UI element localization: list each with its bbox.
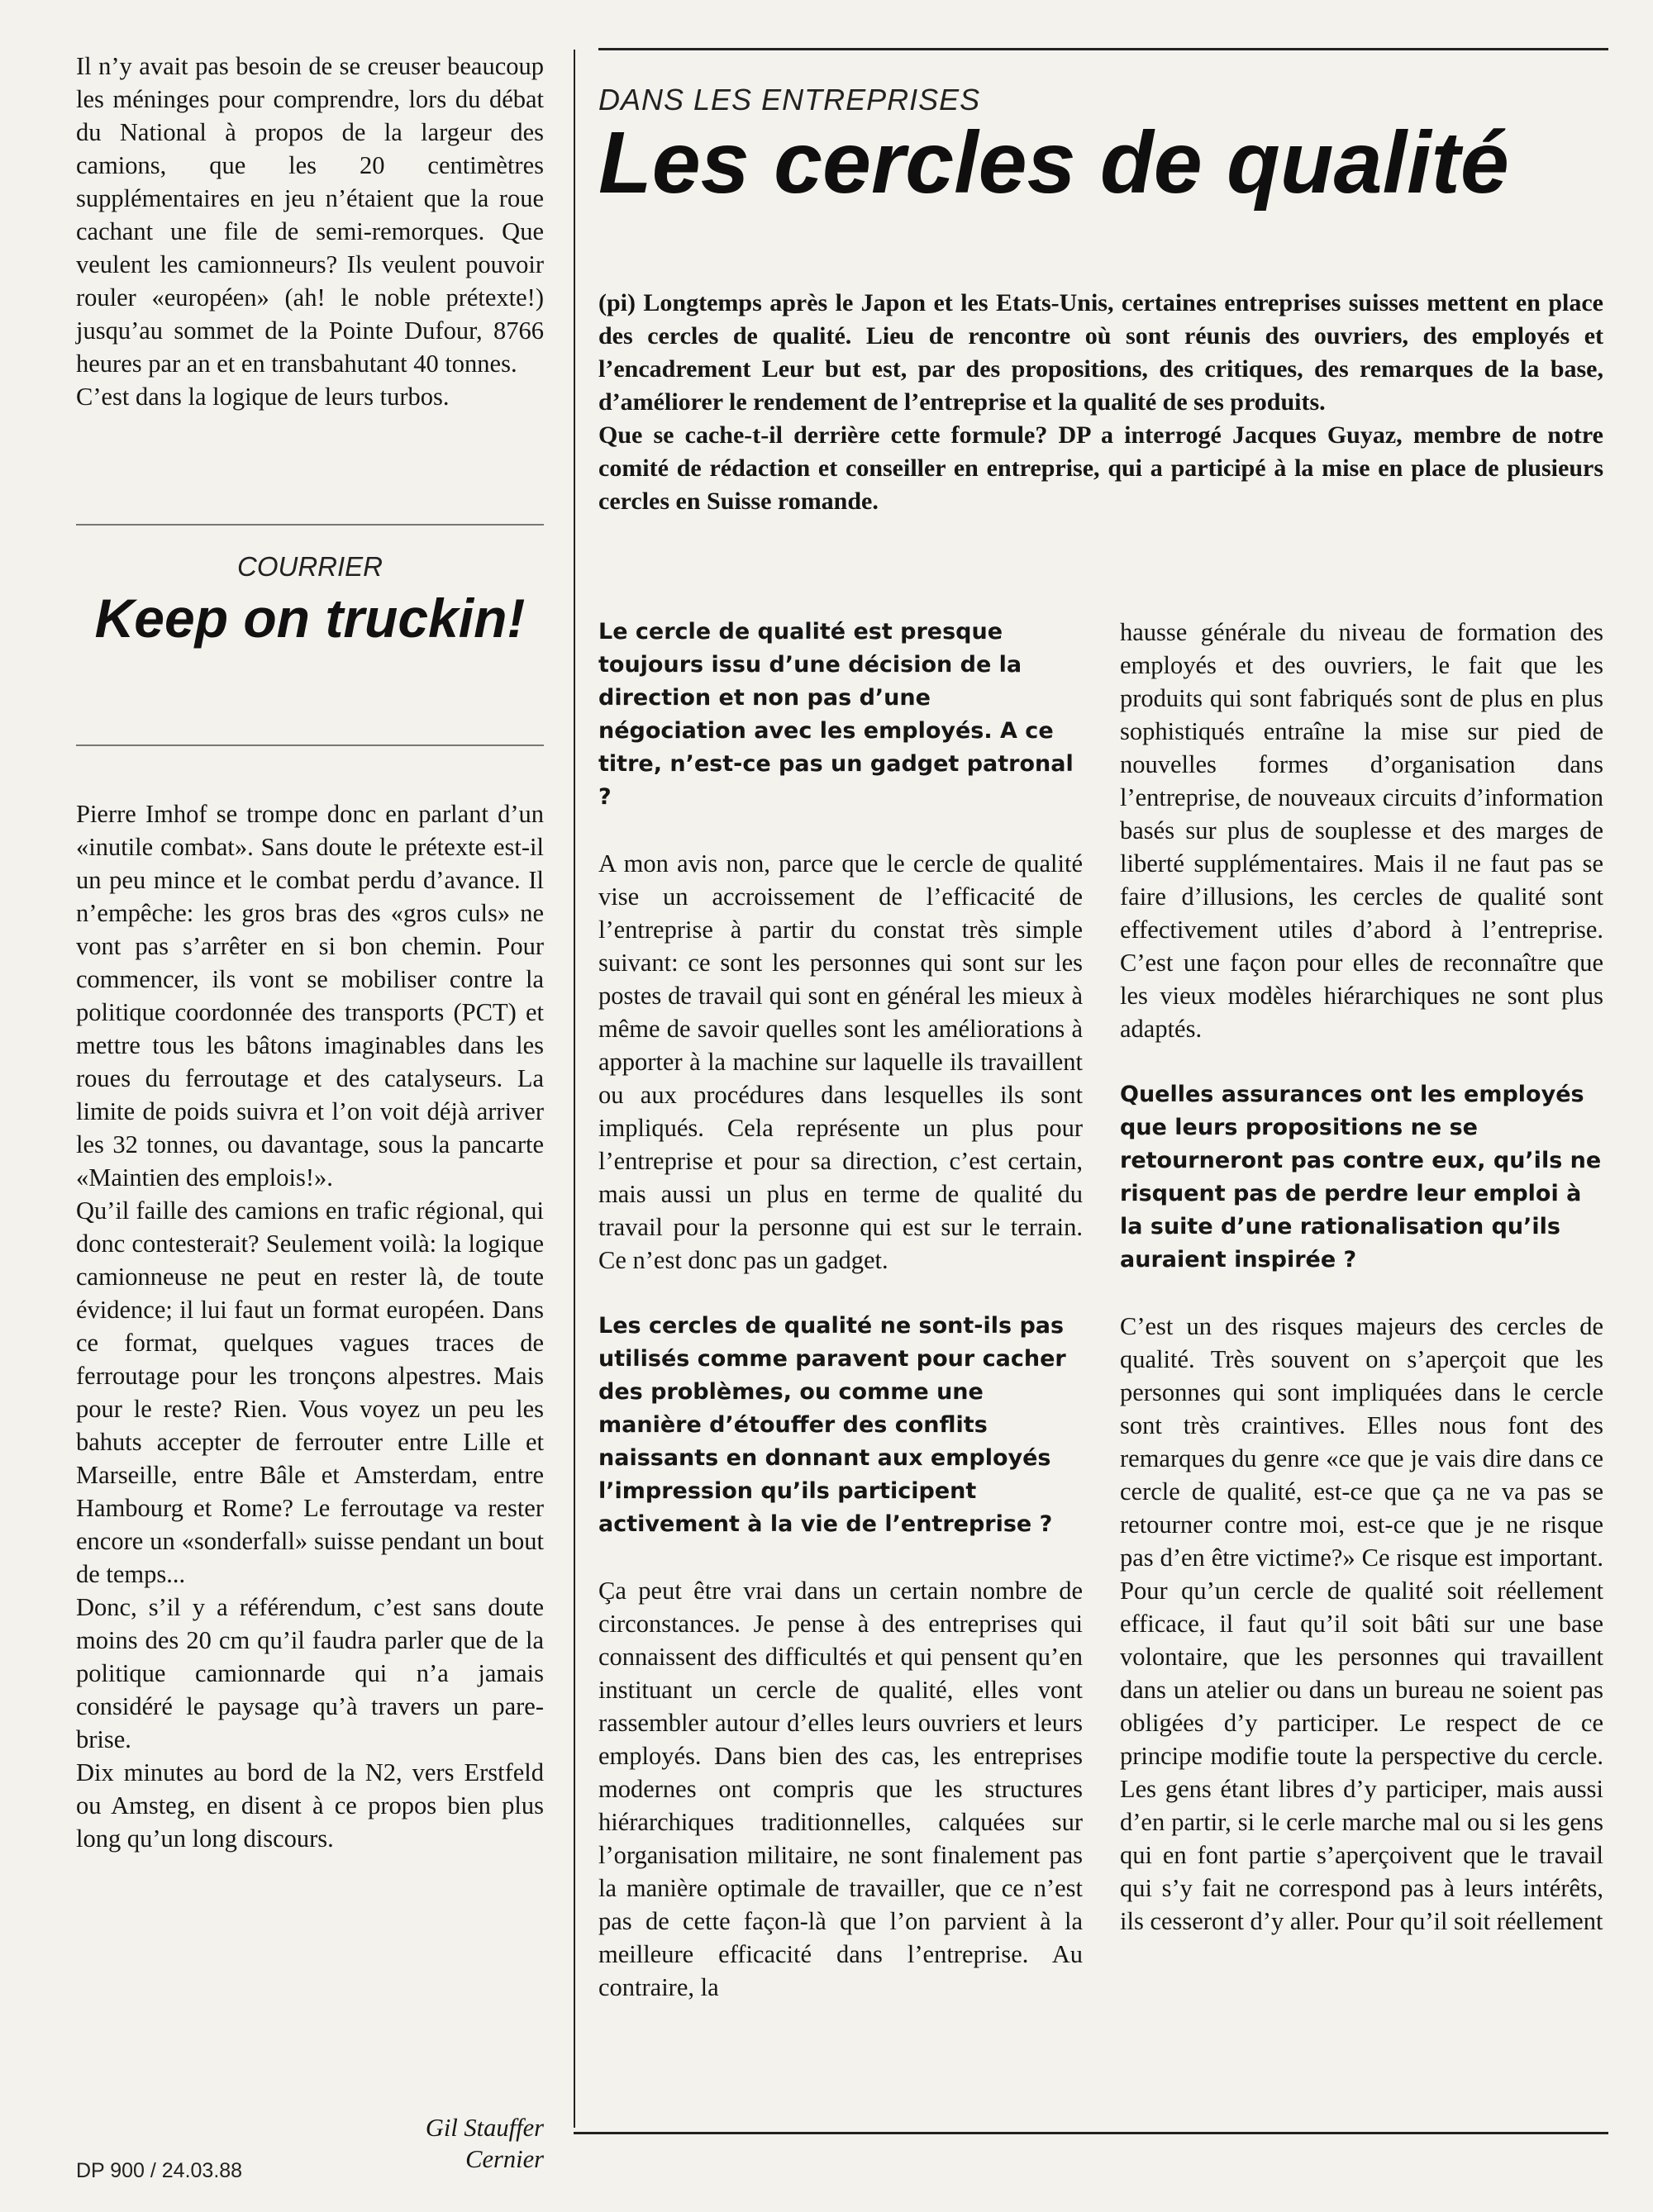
- section-kicker: COURRIER: [236, 551, 383, 582]
- intro-paragraph: Il n’y avait pas besoin de se creuser beaucoup les méninges pour comprendre, lors du débat du National à propos de la largeur des camions, que les 20 centimètres supplémentaires en jeu n’étaient que la roue cachant une file de semi-remorques. Que veulent les camionneurs? Ils veulent pouvoir rouler «européen» (ah! le noble prétexte!) jusqu’au sommet de la Pointe Dufour, 8766 heures par an et en transbahutant 40 tonnes.: [76, 52, 544, 378]
- letter-paragraph: Dix minutes au bord de la N2, vers Erstfeld ou Amsteg, en disent à ce propos bien plus long qu’un long discours.: [76, 1758, 544, 1853]
- letter-paragraph: Pierre Imhof se trompe donc en parlant d’un «inutile combat». Sans doute le prétexte est-il un peu mince et le combat perdu d’avance. Il n’empêche: les gros bras des «gros culs» ne vont pas s’arrêter en si bon chemin. Pour commencer, ils vont se mobiliser contre la politique coordonnée des transports (PCT) et mettre tous les bâtons imaginables dans les roues du ferroutage et des catalyseurs. La limite de poids suivra et l’on voit déjà arriver les 32 tonnes, ou davantage, sous la pancarte «Maintien des emplois!».: [76, 800, 544, 1192]
- lead-paragraph: Que se cache-t-il derrière cette formule? DP a interrogé Jacques Guyaz, membre de notre comité de rédaction et conseiller en entreprise, qui a participé à la mise en place de plusieurs cercles en Suisse romande.: [598, 421, 1603, 515]
- column-separator: [574, 50, 575, 2128]
- intro-column: [76, 50, 544, 413]
- intro-paragraph: C’est dans la logique de leurs turbos.: [76, 383, 450, 411]
- section-divider-top: [76, 524, 544, 526]
- letter-paragraph: Qu’il faille des camions en trafic régional, qui donc contesterait? Seulement voilà: la logique camionneuse ne peut en rester là, de toute évidence; il lui faut un format européen. Dans ce format, quelques vagues traces de ferroutage pour les tronçons alpestres. Mais pour le reste? Rien. Vous voyez un peu les bahuts accepter de ferrouter entre Lille et Marseille, entre Bâle et Amsterdam, entre Hambourg et Rome? Le ferroutage va rester encore un «sonderfall» suisse pendant un bout de temps...: [76, 1196, 544, 1588]
- interview-question: Le cercle de qualité est presque toujours issu d’une décision de la direction et non pas d’une négociation avec les employés. A ce titre, n’est-ce pas un gadget patronal ?: [598, 619, 1074, 810]
- interview-answer: Ça peut être vrai dans un certain nombre de circonstances. Je pense à des entreprises qui connaissent des difficultés et qui pensent qu’en instituant un cercle de qualité, elles vont rassembler autour d’elles leurs ouvriers et leurs employés. Dans bien des cas, les entreprises modernes ont compris que les structures hiérarchiques traditionnelles, calquées sur l’organisation militaire, ne sont finalement pas la manière optimale de travailler, que ce n’est pas de cette façon-là que l’on parvient à la meilleure efficacité dans l’entreprise. Au contraire, la: [598, 1577, 1083, 2001]
- interview-answer: C’est un des risques majeurs des cercles de qualité. Très souvent on s’aperçoit que les personnes qui sont impliquées dans le cercle sont très craintives. Elles nous font des remarques du genre «ce que je vais dire dans ce cercle de qualité, est-ce que ça ne va pas se retourner contre moi, est-ce que je ne risque pas d’en être victime?» Ce risque est important. Pour qu’un cercle de qualité soit réellement efficace, il faut qu’il soit bâti sur une base volontaire, que les personnes qui travaillent dans un atelier ou dans un bureau ne soient pas obligées d’y participer. Le respect de ce principe modifie toute la perspective du cercle. Les gens étant libres d’y participer, mais aussi d’en partir, si le cerle marche mal ou si les gens qui en font partie s’aperçoivent que le travail qui s’y fait ne correspond pas à leurs intérêts, ils cesseront d’y aller. Pour qu’il soit réellement: [1120, 1312, 1603, 1935]
- letter-body: [76, 797, 544, 1855]
- interview-question: Quelles assurances ont les employés que leurs propositions ne se retourneront pas contre eux, qu’ils ne risquent pas de perdre leur emploi à la suite d’une rationalisation qu’ils auraient inspirée ?: [1120, 1082, 1602, 1272]
- lead-paragraph: (pi) Longtemps après le Japon et les Etats-Unis, certaines entreprises suisses mettent en place des cercles de qualité. Lieu de rencontre où sont réunis des ouvriers, des employés et l’encadrement Leur but est, par des propositions, des critiques, des remarques de la base, d’améliorer le rendement de l’entreprise et la qualité de ses produits.: [598, 289, 1603, 416]
- article-headline: Les cercles de qualité: [598, 114, 1509, 212]
- article-column-2: [1120, 616, 1603, 1938]
- article-lead: [598, 287, 1603, 518]
- article-kicker: DANS LES ENTREPRISES: [598, 83, 981, 117]
- page-footer: DP 900 / 24.03.88: [76, 2159, 243, 2182]
- section-title: Keep on truckin!: [94, 587, 526, 649]
- interview-answer: A mon avis non, parce que le cercle de qualité vise un accroissement de l’efficacité de l’entreprise à partir du constat très simple suivant: ce sont les personnes qui sont sur les postes de travail qui sont en général les mieux à même de savoir quelles sont les améliorations à apporter à la machine sur laquelle ils travaillent ou aux procédures dans lesquelles ils sont impliqués. Cela représente un plus pour l’entreprise et pour sa direction, c’est certain, mais aussi un plus en terme de qualité du travail pour la personne qui est sur le terrain. Ce n’est donc pas un gadget.: [598, 849, 1083, 1274]
- interview-question: Les cercles de qualité ne sont-ils pas utilisés comme paravent pour cacher des problèmes, ou comme une manière d’étouffer des conflits naissants en donnant aux employés l’impression qu’ils participent activement à la vie de l’entreprise ?: [598, 1313, 1066, 1537]
- signature-name: Gil Stauffer: [425, 2114, 544, 2142]
- signature-place: Cernier: [465, 2145, 544, 2173]
- section-divider-bottom: [76, 744, 544, 746]
- article-bottom-rule: [574, 2132, 1608, 2134]
- signature: [331, 2112, 544, 2175]
- interview-answer-continued: hausse générale du niveau de formation des employés et des ouvriers, le fait que les produits qui sont fabriqués sont de plus en plus sophistiqués entraîne la mise sur pied de nouvelles formes d’organisation dans l’entreprise, de nouveaux circuits d’information basés sur plus de souplesse et des marges de liberté supplémentaires. Mais il ne faut pas se faire d’illusions, les cercles de qualité sont effectivement utiles d’abord à l’entreprise. C’est une façon pour elles de reconnaître que les vieux modèles hiérarchiques ne sont plus adaptés.: [1120, 618, 1603, 1043]
- article-top-rule: [598, 48, 1608, 50]
- letter-paragraph: Donc, s’il y a référendum, c’est sans doute moins des 20 cm qu’il faudra parler que de la politique camionnarde qui n’a jamais considéré le paysage qu’à travers un pare-brise.: [76, 1593, 544, 1753]
- article-column-1: [598, 616, 1083, 2004]
